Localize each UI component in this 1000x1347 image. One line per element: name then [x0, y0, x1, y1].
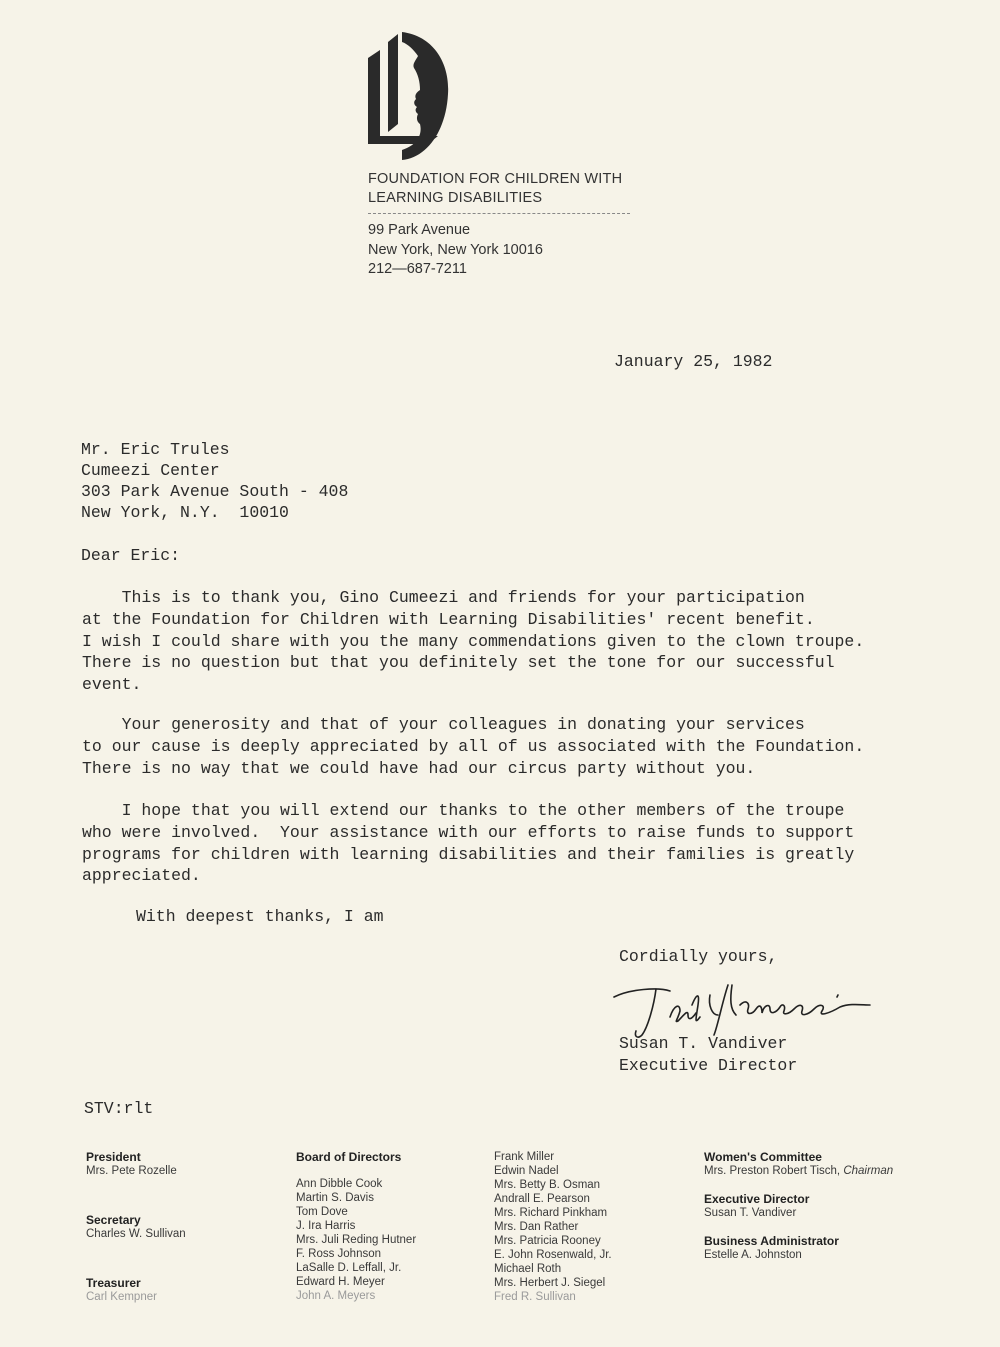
secretary-name: Charles W. Sullivan — [86, 1228, 186, 1240]
paragraph-line: appreciated. — [82, 866, 201, 886]
recipient-street: 303 Park Avenue South - 408 — [81, 482, 349, 501]
paragraph-line: who were involved. Your assistance with our efforts to raise funds to support — [82, 822, 855, 842]
paragraph-2 — [82, 714, 942, 779]
board-member: Tom Dove — [296, 1206, 348, 1218]
paragraph-3 — [82, 800, 942, 887]
executive-director-name: Susan T. Vandiver — [704, 1207, 797, 1219]
board-member: Mrs. Juli Reding Hutner — [296, 1234, 417, 1246]
board-member: Andrall E. Pearson — [494, 1193, 590, 1205]
secretary-heading: Secretary — [86, 1213, 141, 1227]
board-member: Ann Dibble Cook — [296, 1178, 383, 1190]
salutation: Dear Eric: — [81, 546, 181, 565]
womens-committee-role: Chairman — [843, 1165, 894, 1177]
board-member: Mrs. Patricia Rooney — [494, 1235, 601, 1247]
foundation-logo — [368, 32, 450, 162]
president-block — [86, 1150, 177, 1178]
paragraph-line: to our cause is deeply appreciated by all of us associated with the Foundation. — [82, 736, 865, 756]
paragraph-line: I hope that you will extend our thanks to the other members of the troupe — [82, 801, 845, 820]
address-line1: 99 Park Avenue — [368, 222, 471, 238]
treasurer-heading: Treasurer — [86, 1276, 141, 1290]
org-name-line1: FOUNDATION FOR CHILDREN WITH — [368, 171, 623, 187]
signer-title: Executive Director — [619, 1056, 798, 1075]
business-administrator-heading: Business Administrator — [704, 1234, 839, 1248]
board-member: LaSalle D. Leffall, Jr. — [296, 1262, 402, 1274]
board-member: Mrs. Betty B. Osman — [494, 1179, 601, 1191]
womens-committee-block — [704, 1150, 893, 1178]
executive-director-heading: Executive Director — [704, 1192, 810, 1206]
womens-committee-name: Mrs. Preston Robert Tisch, — [704, 1165, 841, 1177]
paragraph-line: There is no way that we could have had our circus party without you. — [82, 758, 756, 778]
board-member: Michael Roth — [494, 1263, 562, 1275]
signer-name: Susan T. Vandiver — [619, 1034, 788, 1053]
board-member: Fred R. Sullivan — [494, 1291, 576, 1303]
president-heading: President — [86, 1150, 141, 1164]
paragraph-line: at the Foundation for Children with Learning Disabilities' recent benefit. — [82, 609, 815, 629]
business-administrator-block — [704, 1234, 839, 1262]
address-line2: New York, New York 10016 — [368, 241, 543, 258]
phone-number: 212—687-7211 — [368, 261, 467, 277]
paragraph-line: event. — [82, 675, 142, 695]
complimentary-close: Cordially yours, — [619, 947, 778, 966]
paragraph-line: This is to thank you, Gino Cumeezi and friends for your participation — [82, 588, 805, 607]
board-member: Mrs. Herbert J. Siegel — [494, 1277, 606, 1289]
recipient-name: Mr. Eric Trules — [81, 440, 230, 459]
organization-name — [368, 170, 622, 208]
paragraph-line: Your generosity and that of your colleagues in donating your services — [82, 715, 805, 734]
board-member: Martin S. Davis — [296, 1192, 374, 1204]
president-name: Mrs. Pete Rozelle — [86, 1165, 177, 1177]
board-member: Mrs. Dan Rather — [494, 1221, 579, 1233]
secretary-block — [86, 1213, 186, 1241]
board-heading: Board of Directors — [296, 1150, 402, 1164]
board-column-1 — [296, 1150, 416, 1303]
recipient-block — [81, 439, 348, 523]
board-member: Edwin Nadel — [494, 1165, 559, 1177]
paragraph-1 — [82, 587, 942, 696]
paragraph-line: There is no question but that you definitely set the tone for our successful — [82, 653, 835, 673]
paragraph-line: programs for children with learning disabilities and their families is greatly — [82, 844, 855, 864]
board-member: Frank Miller — [494, 1151, 555, 1163]
signer-block — [619, 1033, 797, 1077]
board-column-2 — [494, 1150, 612, 1304]
womens-committee-heading: Women's Committee — [704, 1150, 822, 1164]
womens-committee-chair — [704, 1164, 893, 1178]
recipient-city: New York, N.Y. 10010 — [81, 503, 289, 522]
executive-director-block — [704, 1192, 809, 1220]
business-administrator-name: Estelle A. Johnston — [704, 1249, 802, 1261]
treasurer-block — [86, 1276, 157, 1304]
letterhead-divider — [368, 213, 630, 214]
paragraph-line: I wish I could share with you the many commendations given to the clown troupe. — [82, 631, 865, 651]
board-member: F. Ross Johnson — [296, 1248, 382, 1260]
board-member: E. John Rosenwald, Jr. — [494, 1249, 612, 1261]
recipient-organization: Cumeezi Center — [81, 461, 220, 480]
letterhead-address — [368, 221, 543, 280]
org-name-line2: LEARNING DISABILITIES — [368, 190, 543, 206]
closing-line: With deepest thanks, I am — [136, 907, 384, 926]
board-member: John A. Meyers — [296, 1290, 376, 1302]
letter-date: January 25, 1982 — [614, 352, 773, 371]
board-member: J. Ira Harris — [296, 1220, 356, 1232]
reference-initials: STV:rlt — [84, 1099, 154, 1118]
board-member: Mrs. Richard Pinkham — [494, 1207, 608, 1219]
board-member: Edward H. Meyer — [296, 1276, 385, 1288]
treasurer-name: Carl Kempner — [86, 1291, 157, 1303]
